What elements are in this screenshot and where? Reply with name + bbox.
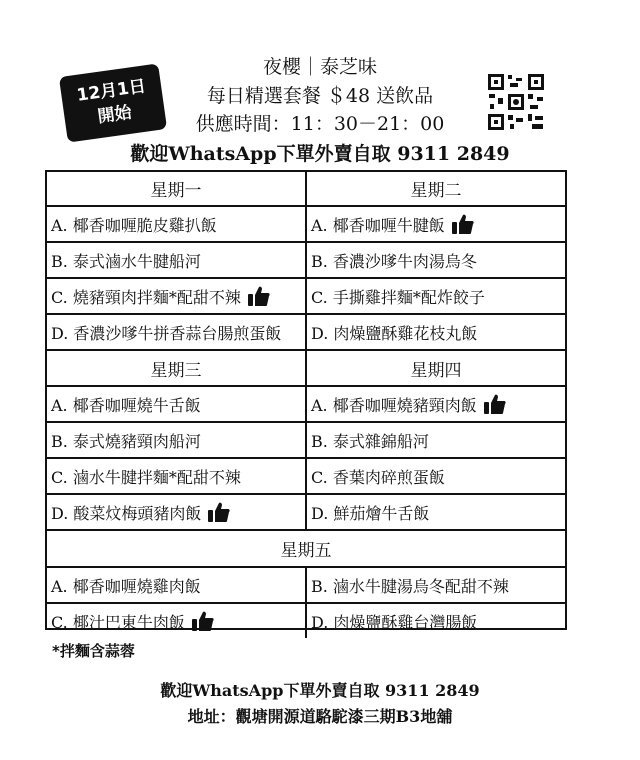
menu-item — [47, 279, 305, 313]
table-row — [47, 568, 565, 604]
menu-item-label: C. 椰汁巴東牛肉飯 — [51, 612, 185, 632]
menu-item — [305, 207, 565, 241]
menu-item — [47, 207, 305, 241]
menu-item-label: A. 椰香咖喱燒雞肉飯 — [51, 576, 201, 596]
table-row — [47, 243, 565, 279]
table-row — [47, 315, 565, 351]
menu-item — [47, 387, 305, 421]
menu-item-label: C. 燒豬頸肉拌麵*配甜不辣 — [51, 287, 241, 307]
day-header-friday: 星期五 — [280, 541, 332, 561]
menu-item-label: B. 泰式滷水牛腱船河 — [51, 251, 201, 271]
badge-start: 開始 — [96, 102, 133, 128]
menu-item-label: D. 肉燥鹽酥雞台灣腸飯 — [311, 612, 478, 632]
menu-item — [47, 604, 305, 638]
service-hours: 供應時間：11：30－21：00 — [195, 113, 445, 135]
menu-item — [305, 315, 565, 349]
menu-item — [305, 423, 565, 457]
table-row — [47, 531, 565, 568]
menu-item-label: A. 椰香咖喱燒豬頸肉飯 — [311, 395, 477, 415]
menu-item — [305, 495, 565, 529]
menu-item — [305, 568, 565, 602]
thumbs-up-icon — [247, 284, 271, 308]
shop-title: 夜櫻｜泰芝味 — [262, 56, 377, 78]
menu-item-label: B. 滷水牛腱湯烏冬配甜不辣 — [311, 576, 509, 596]
menu-item-label: D. 酸菜炆梅頭豬肉飯 — [51, 503, 202, 523]
table-row — [47, 207, 565, 243]
menu-item-label: D. 肉燥鹽酥雞花枝丸飯 — [311, 323, 478, 343]
menu-item-label: A. 椰香咖喱燒牛舌飯 — [51, 395, 201, 415]
weekly-menu-table — [45, 170, 567, 630]
footer-whatsapp: 歡迎WhatsApp下單外賣自取 9311 2849 — [160, 681, 480, 700]
thumbs-up-icon — [207, 500, 231, 524]
footer-address: 地址：觀塘開源道駱駝漆三期B3地舖 — [187, 707, 453, 726]
menu-item-label: D. 鮮茄燴牛舌飯 — [311, 503, 430, 523]
table-row — [47, 459, 565, 495]
menu-item — [305, 604, 565, 638]
menu-item — [305, 387, 565, 421]
table-row — [47, 495, 565, 531]
menu-item-label: D. 香濃沙嗲牛拼香蒜台腸煎蛋飯 — [51, 323, 282, 343]
menu-item-label: C. 手撕雞拌麵*配炸餃子 — [311, 287, 485, 307]
day-header-monday: 星期一 — [150, 181, 202, 201]
menu-item — [305, 459, 565, 493]
menu-item — [47, 423, 305, 457]
menu-item — [305, 243, 565, 277]
noodle-note: *拌麵含蒜蓉 — [52, 642, 135, 660]
table-row — [47, 279, 565, 315]
menu-item-label: C. 滷水牛腱拌麵*配甜不辣 — [51, 467, 241, 487]
table-row — [47, 423, 565, 459]
menu-item — [47, 495, 305, 529]
menu-item-label: B. 泰式燒豬頸肉船河 — [51, 431, 201, 451]
header — [0, 52, 640, 170]
menu-item — [47, 315, 305, 349]
thumbs-up-icon — [483, 392, 507, 416]
daily-offer: 每日精選套餐 ＄48 送飲品 — [206, 85, 434, 107]
badge-date: 12月1日 — [75, 76, 148, 106]
footer — [0, 678, 640, 730]
menu-item-label: B. 泰式雜錦船河 — [311, 431, 429, 451]
day-header-tuesday: 星期二 — [305, 172, 565, 205]
table-row — [47, 604, 565, 638]
menu-item — [305, 279, 565, 313]
menu-item — [47, 459, 305, 493]
table-row — [47, 172, 565, 207]
menu-item-label: B. 香濃沙嗲牛肉湯烏冬 — [311, 251, 477, 271]
menu-item-label: A. 椰香咖喱脆皮雞扒飯 — [51, 215, 217, 235]
table-row — [47, 351, 565, 387]
menu-item — [47, 243, 305, 277]
day-header-thursday: 星期四 — [305, 351, 565, 385]
whatsapp-order-line: 歡迎WhatsApp下單外賣自取 9311 2849 — [130, 143, 510, 165]
menu-item-label: A. 椰香咖喱牛腱飯 — [311, 215, 445, 235]
menu-item-label: C. 香葉肉碎煎蛋飯 — [311, 467, 445, 487]
menu-item — [47, 568, 305, 602]
day-header-wednesday: 星期三 — [150, 360, 202, 381]
table-row — [47, 387, 565, 423]
thumbs-up-icon — [191, 609, 215, 633]
thumbs-up-icon — [451, 212, 475, 236]
